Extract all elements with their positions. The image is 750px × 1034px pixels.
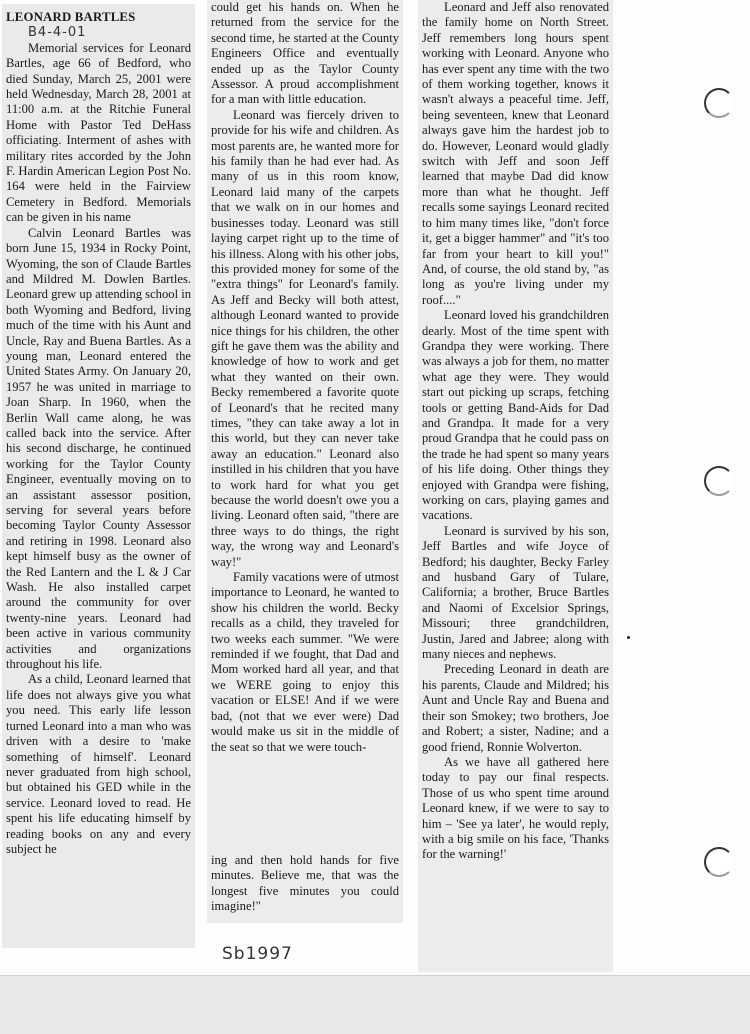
paragraph: Family vacations were of utmost importance to Leonard, he wanted to show his children the world. Becky recalls as a child, they traveled for two weeks each summer. "We were reminded if we fought, that Dad and Mom worked hard all year, and that we WERE going to enjoy this vacation or ELSE! And if we were bad, (not that we ever were) Dad would make us sit in the middle of the seat so that we were touch- [211,570,399,754]
paragraph: could get his hands on. When he returned from the service for the second time, he started at the County Engineers Office and eventually ended up as the Taylor County Assessor. A proud accomplishment for a man with little education. [211,0,399,107]
paragraph: Preceding Leonard in death are his parents, Claude and Mildred; his Aunt and Uncle Ray and Buena and their son Smokey; two brothers, Joe and Robert; a sister, Nadine; and a good friend, Ronnie Wolverton. [422,662,609,754]
paragraph: Leonard loved his grandchildren dearly. Most of the time spent with Grandpa they were working. There was always a job for them, no matter what age they were. They would start out picking up scraps, fetching tools or getting Band-Aids for Dad and Grandpa. It made for a very proud Grandpa that he could pass on the trade he had spent so many years of his life doing. Other things they enjoyed with Grandpa were fishing, working on cars, playing games and vacations. [422,308,609,523]
clipping-column-1 [2,4,195,948]
handwritten-catalog-code: Sb1997 [222,944,293,964]
paragraph: As we have all gathered here today to pay our final respects. Those of us who spent time around Leonard knew, if we were to say to him – 'See ya later', he would reply, with a big smile on his face, 'Thanks for the warning!' [422,754,609,862]
paragraph: Memorial services for Leonard Bartles, age 66 of Bedford, who died Sunday, March 25, 2001 were held Wednesday, March 28, 2001 at 11:00 a.m. at the Ritchie Funeral Home with Pastor Ted DeHass officiating. Interment of ashes with military rites accorded by the John F. Hardin American Legion Post No. 164 were held in the Fairview Cemetery in Bedford. Memorials can be given in his name [6,40,191,225]
paragraph: Leonard was fiercely driven to provide for his wife and children. As most parents are, he wanted more for his family than he had ever had. As many of us in this room know, Leonard laid many of the carpets that we walk on in our homes and businesses today. Leonard was still laying carpet right up to the time of his illness. Along with his other jobs, this provided money for some of the "extra things" for Leonard's family. As Jeff and Becky will both attest, although Leonard wanted to provide nice things for his children, the other gift he gave them was the ability and knowledge of how to work and get what they wanted on their own. Becky remembered a favorite quote of Leonard's that he recited many times, "they can take away a lot in this world, but they can never take away an education." Leonard also instilled in his children that you have to work hard for what you get because the world doesn't owe you a living. Leonard often said, "there are three ways to do things, the right way, the wrong way and Leonard's way!" [211,107,399,569]
paragraph: As a child, Leonard learned that life does not always give you what you need. This early life lesson turned Leonard into a man who was driven with a desire to 'make something of himself'. Leonard never graduated from high school, but obtained his GED while in the service. Leonard loved to read. He spent his life educating himself by reading books on any and every subject he [6,672,191,856]
scanner-bed-edge [0,975,750,1034]
clipping-column-2-bottom [207,853,403,923]
paragraph: ing and then hold hands for five minutes. Believe me, that was the longest five minutes you could imagine!" [211,853,399,914]
speck-mark [627,636,630,639]
paragraph: Leonard is survived by his son, Jeff Bartles and wife Joyce of Bedford; his daughter, Becky Farley and husband Gary of Tulare, California; a brother, Bruce Bartles and Naomi of Excelsior Springs, Missouri; three grandchildren, Justin, Jared and Jabree; along with many nieces and nephews. [422,523,609,662]
binder-hole-icon [704,847,734,877]
handwritten-date: B4-4-01 [28,25,87,41]
clipping-column-3 [418,0,613,972]
paragraph: Calvin Leonard Bartles was born June 15, 1934 in Rocky Point, Wyoming, the son of Claude Bartles and Mildred M. Dowlen Bartles. Leonard grew up attending school in both Wyoming and Bedford, living much of the time with his Aunt and Uncle, Ray and Buena Bartles. As a young man, Leonard entered the United States Army. On January 20, 1957 he was united in marriage to Joan Sharp. In 1960, when the Berlin Wall came along, he was called back into the service. After his second discharge, he continued working for the Taylor County Engineer, eventually moving on to an assistant assessor position, serving for several years before becoming Taylor County Assessor and retiring in 1998. Leonard also kept himself busy as the owner of the Red Lantern and the L & J Car Wash. He also installed carpet around the community for over twenty-nine years. Leonard had been active in various community activities and organizations throughout his life. [6,225,192,672]
binder-hole-icon [704,466,734,496]
clipping-column-2-top [207,0,403,854]
binder-hole-icon [704,88,734,118]
obituary-heading: LEONARD BARTLES [6,10,136,24]
paragraph: Leonard and Jeff also renovated the family home on North Street. Jeff remembers long hours spent working with Leonard. Anyone who has ever spent any time with the two of them working together, knows it wasn't always a peaceful time. Jeff, being seventeen, knew that Leonard always gave him the hardest job to do. However, Leonard would gladly switch with Jeff and soon Jeff learned that maybe Dad did know more than what he thought. Jeff recalls some sayings Leonard recited to him many times like, "don't force it, get a bigger hammer" and "it's too far from your heart to kill you!" And, of course, the old stand by, "as long as you're living under my roof...." [422,0,609,307]
